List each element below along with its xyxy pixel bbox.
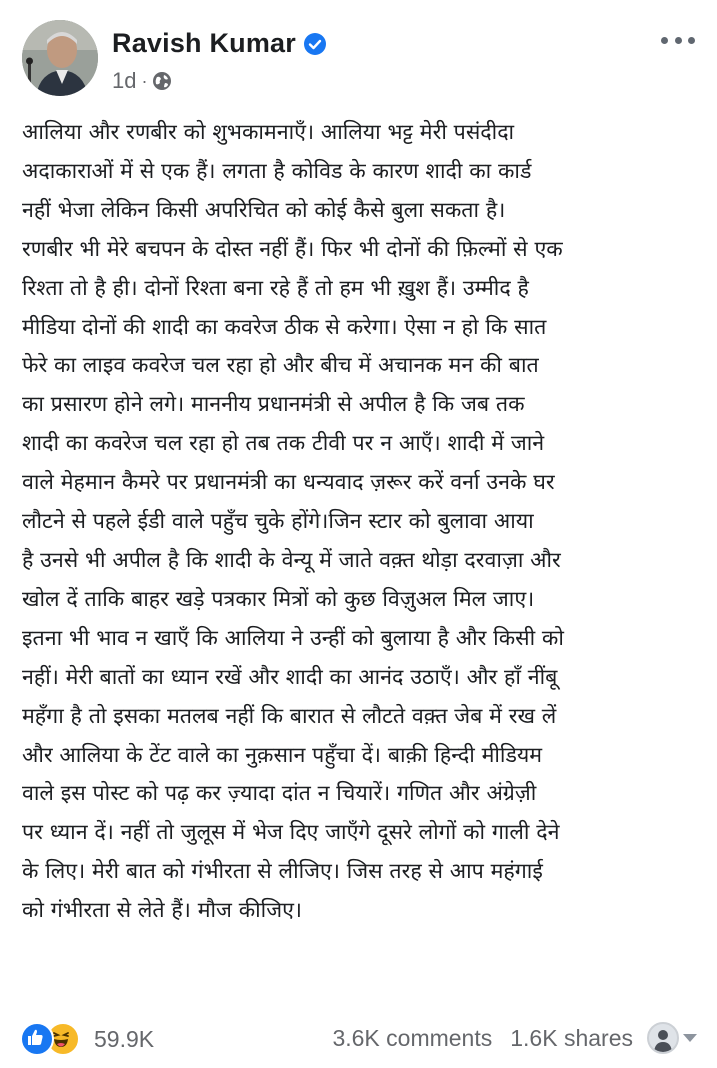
more-dot — [661, 37, 668, 44]
post-timestamp[interactable]: 1d — [112, 68, 137, 93]
chevron-down-icon[interactable] — [683, 1034, 697, 1042]
post-footer — [0, 1012, 717, 1062]
like-reaction-icon — [20, 1022, 54, 1056]
post-meta — [112, 68, 172, 94]
verified-badge-icon — [304, 33, 326, 55]
comments-count[interactable]: 3.6K comments — [332, 1024, 493, 1051]
author-avatar[interactable] — [22, 20, 98, 96]
viewer-avatar[interactable] — [647, 1022, 679, 1054]
shares-count[interactable]: 1.6K shares — [510, 1024, 633, 1051]
author-name[interactable]: Ravish Kumar — [112, 28, 296, 58]
reaction-count: 59.9K — [94, 1025, 155, 1052]
globe-icon[interactable] — [152, 71, 172, 91]
author-row — [112, 28, 326, 59]
more-dot — [688, 37, 695, 44]
post-body: आलिया और रणबीर को शुभकामनाएँ। आलिया भट्ट मेरी पसंदीदा अदाकाराओं में से एक हैं। लगता है कोविड के कारण शादी का कार्ड नहीं भेजा लेकिन किसी अपरिचित को कोई कैसे बुला सकता है। रणबीर भी मेरे बचपन के दोस्त नहीं हैं। फिर भी दोनों की फ़िल्मों से एक रिश्ता तो है ही। दोनों रिश्ता बना रहे हैं तो हम भी ख़ुश हैं। उम्मीद है मीडिया दोनों की शादी का कवरेज ठीक से करेगा। ऐसा न हो कि सात फेरे का लाइव कवरेज चल रहा हो और बीच में अचानक मन की बात का प्रसारण होने लगे। माननीय प्रधानमंत्री से अपील है कि जब तक शादी का कवरेज चल रहा हो तब तक टीवी पर न आएँ। शादी में जाने वाले मेहमान कैमरे पर प्रधानमंत्री का धन्यवाद ज़रूर करें वर्ना उनके घर लौटने से पहले ईडी वाले पहुँच चुके होंगे।जिन स्टार को बुलावा आया है उनसे भी अपील है कि शादी के वेन्यू में जाते वक़्त थोड़ा दरवाज़ा और खोल दें ताकि बाहर खड़े पत्रकार मित्रों को कुछ विज़ुअल मिल जाए। इतना भी भाव न खाएँ कि आलिया ने उन्हीं को बुलाया है और किसी को नहीं। मेरी बातों का ध्यान रखें और शादी का आनंद उठाएँ। और हाँ नींबू महँगा है तो इसका मतलब नहीं कि बारात से लौटते वक़्त जेब में रख लें और आलिया के टेंट वाले का नुक़सान पहुँचा दें। बाक़ी हिन्दी मीडियम वाले इस पोस्ट को पढ़ कर ज़्यादा दांत न चियारें। गणित और अंग्रेज़ी पर ध्यान दें। नहीं तो जुलूस में भेज दिए जाएँगे दूसरे लोगों को गाली देने के लिए। मेरी बात को गंभीरता से लीजिए। जिस तरह से आप महंगाई को गंभीरता से लेते हैं। मौज कीजिए। — [22, 120, 564, 924]
post-header — [0, 0, 717, 110]
meta-separator: · — [141, 70, 148, 91]
more-options-icon[interactable] — [661, 30, 695, 50]
engagement-stats — [332, 1022, 697, 1054]
more-dot — [675, 37, 682, 44]
reaction-summary[interactable] — [20, 1022, 154, 1056]
